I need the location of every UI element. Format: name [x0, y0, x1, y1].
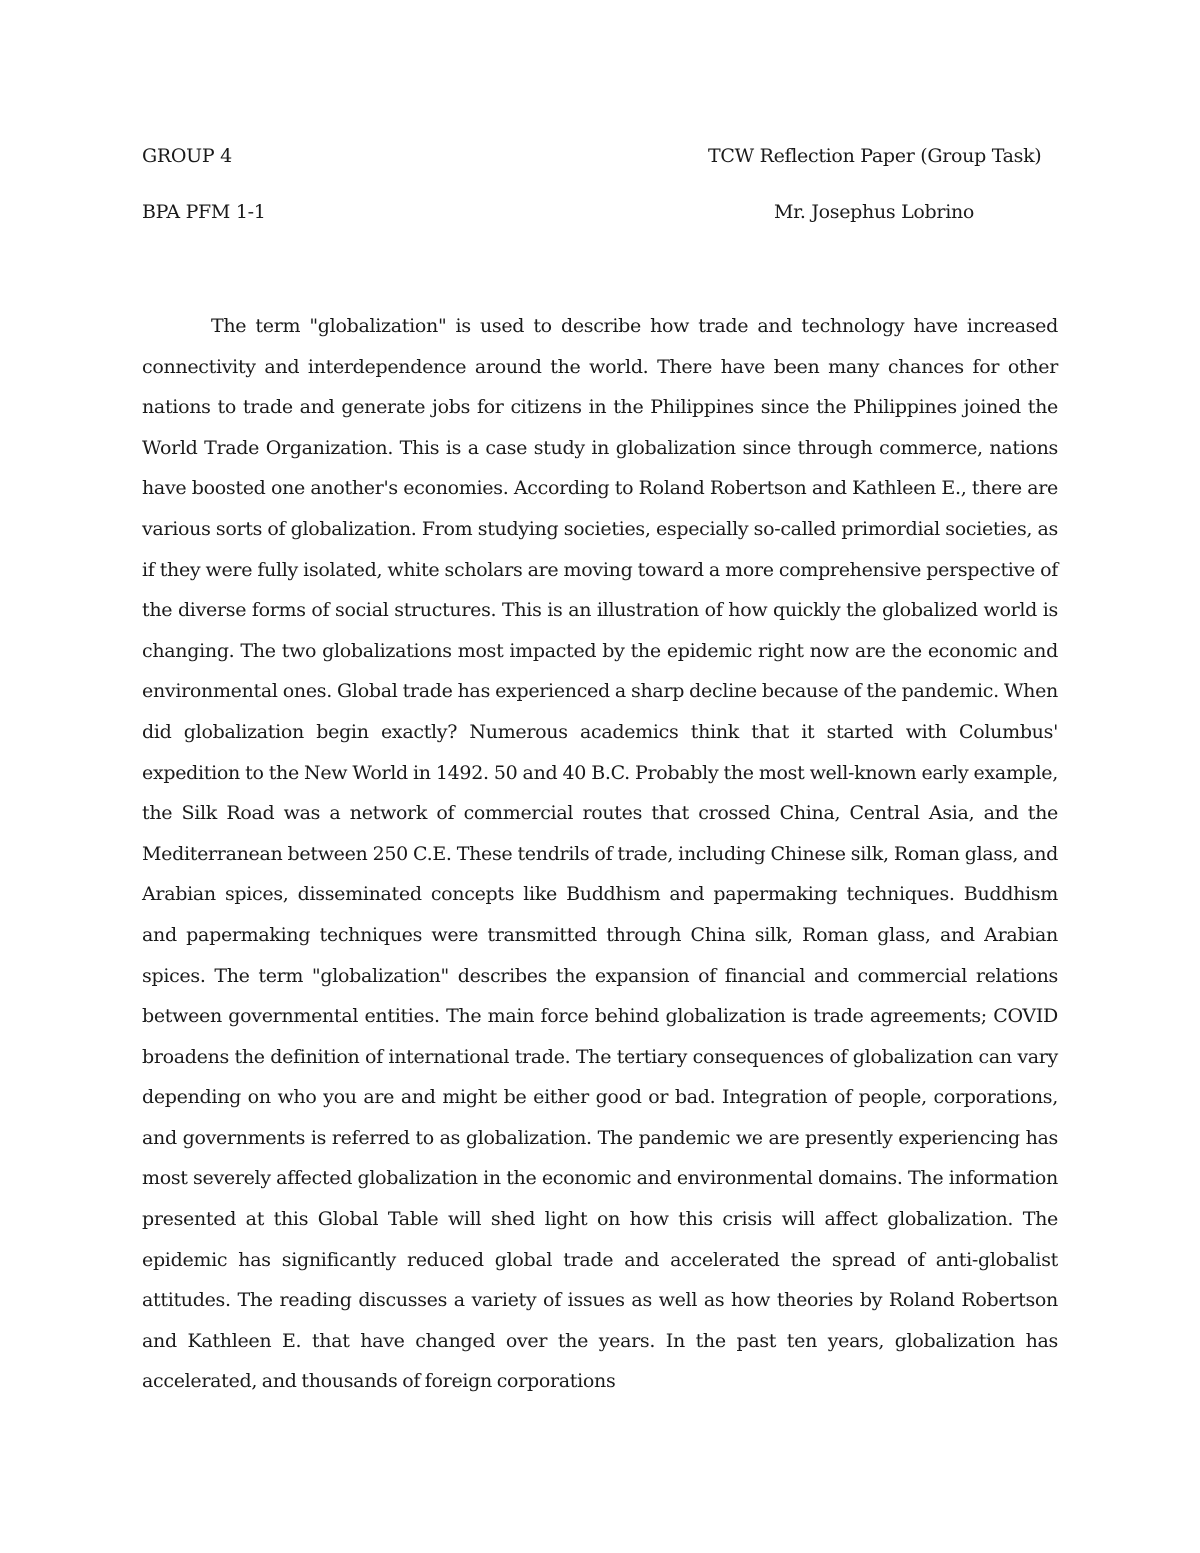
section-label: BPA PFM 1-1 — [142, 201, 266, 223]
body-paragraph: The term "globalization" is used to describe how trade and technology have increased connectivity and interdependence around the world. There have been many chances for other nations to trade and generate jobs for citizens in the Philippines since the Philippines joined the World Trade Organization. This is a case study in globalization since through commerce, nations have boosted one another's economies. According to Roland Robertson and Kathleen E., there are various sorts of globalization. From studying societies, especially so-called primordial societies, as if they were fully isolated, white scholars are moving toward a more comprehensive perspective of the diverse forms of social structures. This is an illustration of how quickly the globalized world is changing. The two globalizations most impacted by the epidemic right now are the economic and environmental ones. Global trade has experienced a sharp decline because of the pandemic. When did globalization begin exactly? Numerous academics think that it started with Columbus' expedition to the New World in 1492. 50 and 40 B.C. Probably the most well-known early example, the Silk Road was a network of commercial routes that crossed China, Central Asia, and the Mediterranean between 250 C.E. These tendrils of trade, including Chinese silk, Roman glass, and Arabian spices, disseminated concepts like Buddhism and papermaking techniques. Buddhism and papermaking techniques were transmitted through China silk, Roman glass, and Arabian spices. The term "globalization" describes the expansion of financial and commercial relations between governmental entities. The main force behind globalization is trade agreements; COVID broadens the definition of international trade. The tertiary consequences of globalization can vary depending on who you are and might be either good or bad. Integration of people, corporations, and governments is referred to as globalization. The pandemic we are presently experiencing has most severely affected globalization in the economic and environmental domains. The information presented at this Global Table will shed light on how this crisis will affect globalization. The epidemic has significantly reduced global trade and accelerated the spread of anti-globalist attitudes. The reading discusses a variety of issues as well as how theories by Roland Robertson and Kathleen E. that have changed over the years. In the past ten years, globalization has accelerated, and thousands of foreign corporations — [142, 315, 1058, 1393]
header-row-group — [142, 140, 1058, 172]
group-label: GROUP 4 — [142, 145, 232, 167]
instructor-name: Mr. Josephus Lobrino — [774, 201, 975, 223]
header-row-section — [142, 196, 1058, 228]
paper-title: TCW Reflection Paper (Group Task) — [708, 145, 1042, 167]
